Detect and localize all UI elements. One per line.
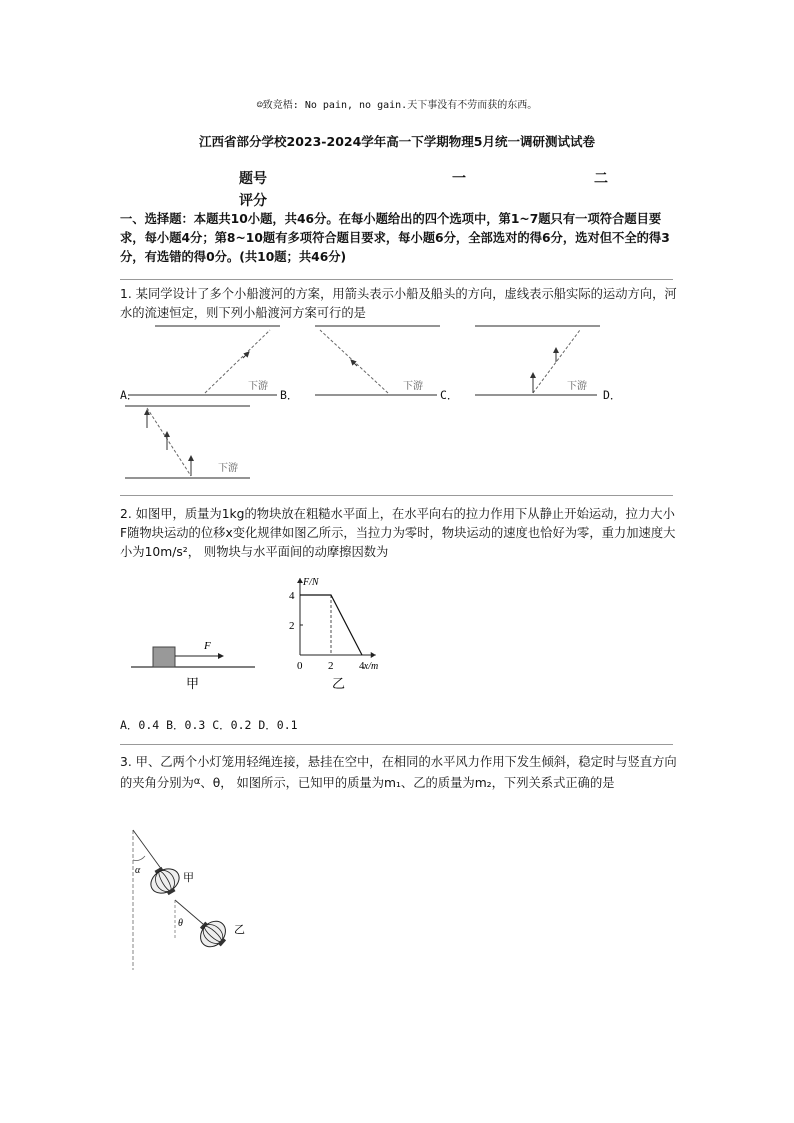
y-tick-label: 2 <box>289 620 295 632</box>
score-col-1: 一 <box>452 171 466 187</box>
downstream-label: 下游 <box>403 381 423 392</box>
theta-label: θ <box>178 918 183 929</box>
divider <box>120 279 673 280</box>
divider <box>120 744 673 745</box>
y-tick-label: 4 <box>289 590 295 602</box>
force-displacement-chart <box>285 572 410 697</box>
block <box>153 647 175 667</box>
question-1-stem: 1. 某同学设计了多个小船渡河的方案，用箭头表示小船及船头的方向，虚线表示船实际的运动方向，河水的流速恒定，则下列小船渡河方案可行的是 <box>120 287 677 320</box>
question-3-stem-part-b: ， 如图所示，已知甲的质量为m₁、乙的质量为m₂，下列关系式正确的是 <box>220 776 615 790</box>
grade-row-label: 评分 <box>239 193 267 209</box>
force-label: F <box>204 640 211 652</box>
question-2-answers: A．0.4 B．0.3 C．0.2 D．0.1 <box>120 718 298 732</box>
downstream-label: 下游 <box>218 463 238 474</box>
y-axis-label: F/N <box>303 577 319 588</box>
lantern-figure <box>125 826 275 976</box>
section-1-instructions: 一、选择题：本题共10小题，共46分。在每小题给出的四个选项中，第1~7题只有一项符合题目要求，每小题4分；第8~10题有多项符合题目要求，每小题6分，全部选对的得6分，选对但不全的得3分，有选错的得0分。(共10题；共46分) <box>120 212 670 264</box>
question-3-stem <box>120 753 680 793</box>
option-b-label: B． <box>280 388 299 402</box>
question-3-stem-part-a: 3. 甲、乙两个小灯笼用轻绳连接，悬挂在空中，在相同的水平风力作用下发生倾斜，稳定时与竖直方向的夹角分别为 <box>120 755 677 790</box>
x-tick-label: 0 <box>297 660 303 672</box>
x-axis-arrow-icon <box>371 652 376 658</box>
figure-jia-label: 甲 <box>186 676 200 691</box>
option-d-path <box>147 408 191 476</box>
separator: 、 <box>200 776 213 790</box>
score-col-2: 二 <box>594 171 608 187</box>
x-axis-label: x/m <box>363 661 379 672</box>
question-2-stem: 2. 如图甲，质量为1kg的物块放在粗糙水平面上，在水平向右的拉力作用下从静止开始运动，拉力大小F随物块运动的位移x变化规律如图乙所示，当拉力为零时，物块运动的速度也恰好为零，重力加速度大小为10m/s²， 则物块与水平面间的动摩擦因数为 <box>120 507 676 559</box>
motto: ☺致竞梧: No pain, no gain.天下事没有不劳而获的东西。 <box>256 100 538 111</box>
option-b-path <box>320 330 388 393</box>
page-title: 江西省部分学校2023-2024学年高一下学期物理5月统一调研测试试卷 <box>199 134 595 149</box>
figure-yi-label: 乙 <box>332 676 346 691</box>
downstream-label: 下游 <box>248 381 268 392</box>
downstream-label: 下游 <box>567 381 587 392</box>
theta-symbol: θ <box>212 776 221 790</box>
figure-jia <box>128 570 268 695</box>
divider <box>120 495 673 496</box>
option-d-label: D． <box>603 388 622 402</box>
score-row-label: 题号 <box>239 171 267 187</box>
x-tick-label: 2 <box>328 660 334 672</box>
x-tick-label: 4 <box>359 660 365 672</box>
lantern-jia-label: 甲 <box>183 872 194 884</box>
option-c-label: C． <box>440 388 459 402</box>
alpha-symbol: α <box>193 776 201 787</box>
option-a-label: A． <box>120 388 139 402</box>
lantern-jia-icon <box>145 861 185 900</box>
alpha-label: α <box>135 865 141 876</box>
lantern-yi-label: 乙 <box>234 924 245 936</box>
question-1-diagrams <box>115 318 635 483</box>
upper-string <box>133 830 162 870</box>
